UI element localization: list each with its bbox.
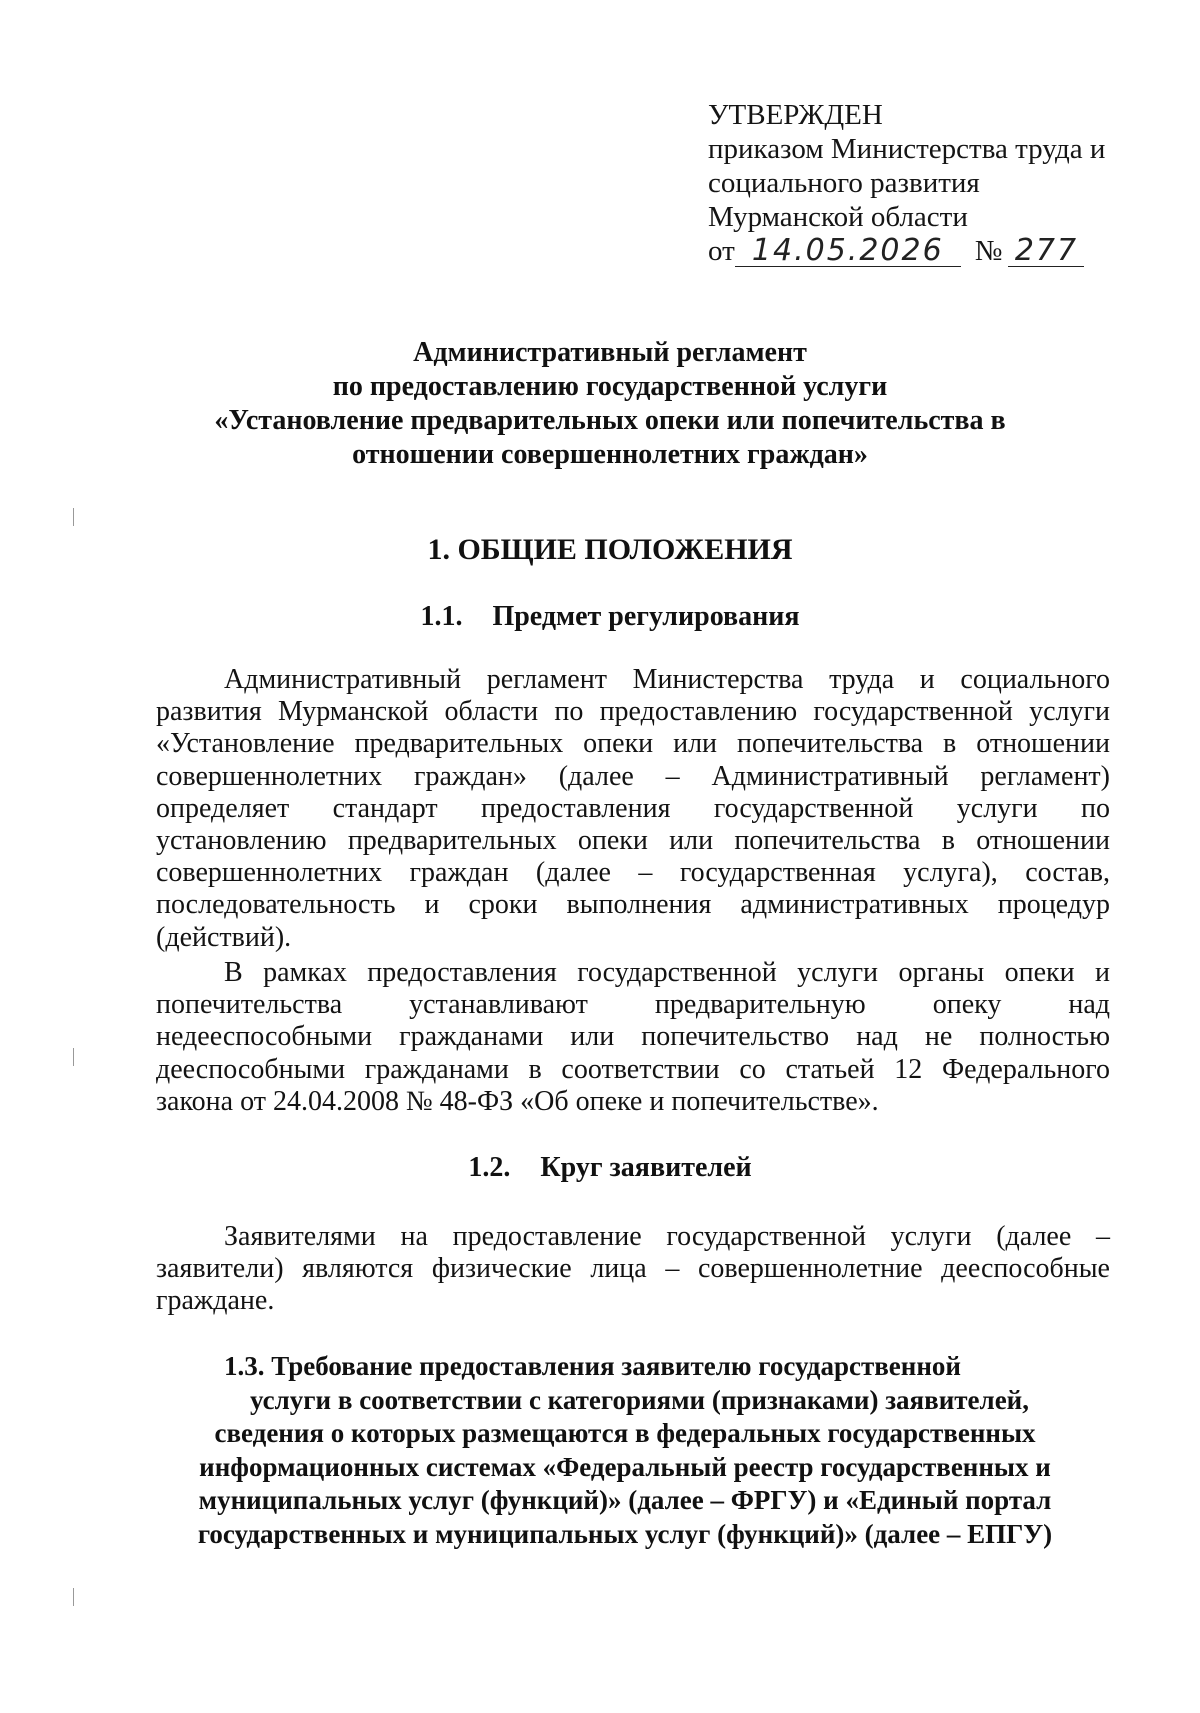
paragraph-line: установлению предварительных опеки или попечительства в отношении xyxy=(156,824,1110,856)
number-sign: № xyxy=(974,235,1003,267)
approval-from-label: от xyxy=(708,235,735,267)
handwritten-date: 14.05.2026 xyxy=(735,236,961,267)
scan-margin-mark xyxy=(73,508,74,526)
heading-line: государственных и муниципальных услуг (функций)» (далее – ЕПГУ) xyxy=(197,1518,1053,1549)
paragraph-line: дееспособными гражданами в соответствии со статьей 12 Федерального xyxy=(156,1053,1110,1085)
heading-line: сведения о которых размещаются в федеральных государственных xyxy=(214,1418,1036,1448)
paragraph-line: Административный регламент Министерства труда и социального xyxy=(224,664,1110,695)
paragraph-1-2 xyxy=(156,1221,1110,1318)
subsection-number: 1.2. xyxy=(468,1152,511,1183)
paragraph-line: попечительства устанавливают предварительную опеку над xyxy=(156,989,1110,1021)
paragraph-line: граждане. xyxy=(156,1285,275,1317)
approval-line-3: Мурманской области xyxy=(708,201,968,233)
heading-line: 1.3. Требование предоставления заявителю государственной xyxy=(224,1351,961,1381)
approval-line-2: социального развития xyxy=(708,167,980,199)
subsection-1-1-heading xyxy=(150,600,1070,634)
subsection-title: Предмет регулирования xyxy=(492,601,800,632)
section-1-heading: 1. ОБЩИЕ ПОЛОЖЕНИЯ xyxy=(427,533,793,566)
paragraph-line: Заявителями на предоставление государственной услуги (далее – xyxy=(224,1221,1110,1252)
approval-stamp-block xyxy=(708,98,1148,268)
paragraph-line: определяет стандарт предоставления государственной услуги по xyxy=(156,792,1110,824)
paragraph-line: закона от 24.04.2008 № 48-ФЗ «Об опеке и попечительстве». xyxy=(156,1085,879,1117)
paragraph-1-1-b xyxy=(156,957,1110,1118)
title-line-1: Административный регламент xyxy=(413,337,807,368)
handwritten-number: 277 xyxy=(1008,236,1084,267)
title-line-2: по предоставлению государственной услуги xyxy=(332,371,888,402)
title-line-4: отношении совершеннолетних граждан» xyxy=(352,439,868,470)
paragraph-line: развития Мурманской области по предоставлению государственной услуги xyxy=(156,696,1110,728)
approval-line-1: приказом Министерства труда и xyxy=(708,133,1106,165)
scan-margin-mark xyxy=(73,1588,74,1606)
scan-margin-mark xyxy=(73,1048,74,1066)
approval-date-line xyxy=(708,234,1148,268)
paragraph-line: «Установление предварительных опеки или попечительства в отношении xyxy=(156,728,1110,760)
paragraph-line: недееспособными гражданами или попечительство над не полностью xyxy=(156,1021,1110,1053)
approval-title: УТВЕРЖДЕН xyxy=(708,99,883,131)
paragraph-1-1-a xyxy=(156,664,1110,954)
title-line-3: «Установление предварительных опеки или попечительства в xyxy=(214,405,1006,436)
subsection-1-3-heading xyxy=(150,1350,1100,1551)
paragraph-line: заявители) являются физические лица – совершеннолетние дееспособные xyxy=(156,1253,1110,1285)
paragraph-line: В рамках предоставления государственной услуги органы опеки и xyxy=(224,957,1110,988)
paragraph-line: последовательность и сроки выполнения административных процедур xyxy=(156,889,1110,921)
heading-line: услуги в соответствии с категориями (признаками) заявителей, xyxy=(250,1384,1029,1415)
heading-line: муниципальных услуг (функций)» (далее – ФРГУ) и «Единый портал xyxy=(198,1485,1052,1515)
subsection-1-2-heading xyxy=(150,1151,1070,1185)
subsection-number: 1.1. xyxy=(420,601,463,632)
paragraph-line: совершеннолетних граждан» (далее – Административный регламент) xyxy=(156,760,1110,792)
document-title xyxy=(150,336,1070,472)
paragraph-line: (действий). xyxy=(156,921,292,953)
paragraph-line: совершеннолетних граждан (далее – государственная услуга), состав, xyxy=(156,857,1110,889)
heading-line: информационных системах «Федеральный реестр государственных и xyxy=(199,1451,1051,1482)
subsection-title: Круг заявителей xyxy=(540,1152,752,1183)
